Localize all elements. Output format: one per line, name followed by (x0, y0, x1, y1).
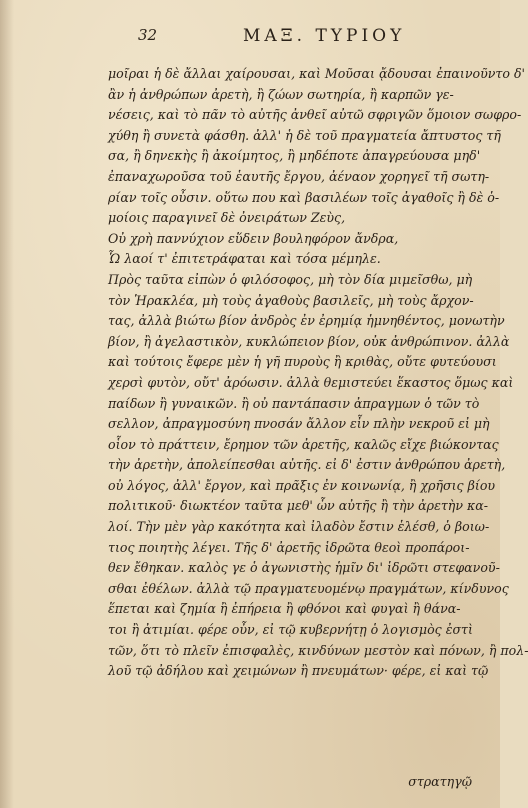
text-line: πολιτικοῦ· διωκτέον ταῦτα μεθ' ὧν αὐτῆς ἢ τὴν ἀρετὴν κα- (108, 498, 489, 514)
text-line: καὶ τούτοις ἔφερε μὲν ἡ γῆ πυροὺς ἢ κριθὰς, οὔτε φυτεύουσι (108, 354, 497, 370)
text-line: θεν ἔθηκαν. καλὸς γε ὁ ἀγωνιστὴς ἡμῖν δι' ἱδρῶτι στεφανοῦ- (108, 560, 500, 576)
page-header (138, 26, 458, 50)
text-line: χερσὶ φυτὸν, οὔτ' ἀρόωσιν. ἀλλὰ θεμιστεύει ἕκαστος ὅμως καὶ (108, 374, 514, 390)
text-line: τῶν, ὅτι τὸ πλεῖν ἐπισφαλὲς, κινδύνων μεστὸν καὶ πόνων, ἢ πολ- (108, 642, 528, 658)
text-line: τὸν Ἡρακλέα, μὴ τοὺς ἀγαθοὺς βασιλεῖς, μὴ τοὺς ἄρχον- (108, 292, 474, 308)
text-line: τιος ποιητὴς λέγει. Τῆς δ' ἀρετῆς ἱδρῶτα θεοὶ προπάροι- (108, 539, 470, 555)
text-line: ἕπεται καὶ ζημία ἢ ἐπήρεια ἢ φθόνοι καὶ φυγαὶ ἢ θάνα- (108, 601, 461, 617)
catchword: στρατηγῷ (408, 774, 472, 789)
running-head: ΜΑΞ. ΤΥΡΙΟΥ (243, 26, 406, 46)
verse-line: Οὐ χρὴ παννύχιον εὕδειν βουληφόρον ἄνδρα, (108, 230, 399, 246)
text-line: νέσεις, καὶ τὸ πᾶν τὸ αὐτῆς ἀνθεῖ αὐτῶ σφριγῶν ὅμοιον σωφρο- (108, 107, 522, 123)
text-line: λοῦ τῷ ἀδήλου καὶ χειμώνων ἢ πνευμάτων· φέρε, εἰ καὶ τῷ (108, 663, 489, 679)
text-line: οὐ λόγος, ἀλλ' ἔργον, καὶ πρᾶξις ἐν κοινωνίᾳ, ἢ χρῆσις βίου (108, 477, 496, 493)
text-line: λοί. Τὴν μὲν γὰρ κακότητα καὶ ἰλαδὸν ἔστιν ἑλέσθ, ὁ βοιω- (108, 519, 490, 535)
text-line: ἂν ἡ ἀνθρώπων ἀρετὴ, ἢ ζώων σωτηρία, ἢ καρπῶν γε- (108, 86, 454, 102)
text-line: τοι ἢ ἀτιμίαι. φέρε οὖν, εἰ τῷ κυβερνήτῃ ὁ λογισμὸς ἐστὶ (108, 622, 473, 638)
page-number: 32 (138, 26, 158, 44)
text-line: Πρὸς ταῦτα εἰπὼν ὁ φιλόσοφος, μὴ τὸν δία μιμεῖσθω, μὴ (108, 271, 473, 287)
text-line: σελλον, ἀπραγμοσύνη πνοσάν ἄλλον εἶν πλὴν νεκροῦ εἰ μὴ (108, 416, 490, 432)
text-line: ρίαν τοῖς οὖσιν. οὕτω που καὶ βασιλέων τοῖς ἀγαθοῖς ἢ δὲ ὁ- (108, 189, 500, 205)
text-line: μοίοις παραγινεῖ δὲ ὀνειράτων Ζεὺς, (108, 210, 346, 226)
text-line: μοῖραι ἡ δὲ ἄλλαι χαίρουσαι, καὶ Μοῦσαι ᾄδουσαι ἐπαινοῦντο δ' (108, 66, 525, 81)
text-line: σα, ἢ δηνεκὴς ἢ ἀκοίμητος, ἢ μηδέποτε ἀπαγρεύουσα μηδ' (108, 148, 481, 164)
text-line: ἐπαναχωροῦσα τοῦ ἑαυτῆς ἔργου, ἀέναον χορηγεῖ τῆ σωτη- (108, 168, 490, 184)
text-line: χύθη ἢ συνετὰ φάσθη. ἀλλ' ἡ δὲ τοῦ πραγματεία ἄπτυστος τῆ (108, 127, 501, 143)
text-line: τὴν ἀρετὴν, ἀπολείπεσθαι αὐτῆς. εἰ δ' ἐστιν ἀνθρώπου ἀρετὴ, (108, 457, 506, 473)
text-line: οἷον τὸ πράττειν, ἔρημον τῶν ἀρετῆς, καλῶς εἴχε βιώκοντας (108, 436, 499, 452)
page-gutter-shadow (0, 0, 14, 808)
verse-line: Ὧ λαοί τ' ἐπιτετράφαται καὶ τόσα μέμηλε. (108, 251, 381, 267)
text-line: παίδων ἢ γυναικῶν. ἢ οὐ παντάπασιν ἀπραγμων ὁ τῶν τὸ (108, 395, 480, 411)
text-line: βίον, ἢ ἀγελαστικὸν, κυκλώπειον βίον, οὐκ ἀνθρώπινον. ἀλλὰ (108, 333, 510, 349)
text-line: τας, ἀλλὰ βιώτω βίον ἀνδρὸς ἐν ἐρημίᾳ ἡμνηθέντος, μονωτὴν (108, 313, 505, 329)
text-line: σθαι ἐθέλων. ἀλλὰ τῷ πραγματευομένῳ πραγμάτων, κίνδυνος (108, 580, 509, 596)
body-text (108, 64, 528, 682)
